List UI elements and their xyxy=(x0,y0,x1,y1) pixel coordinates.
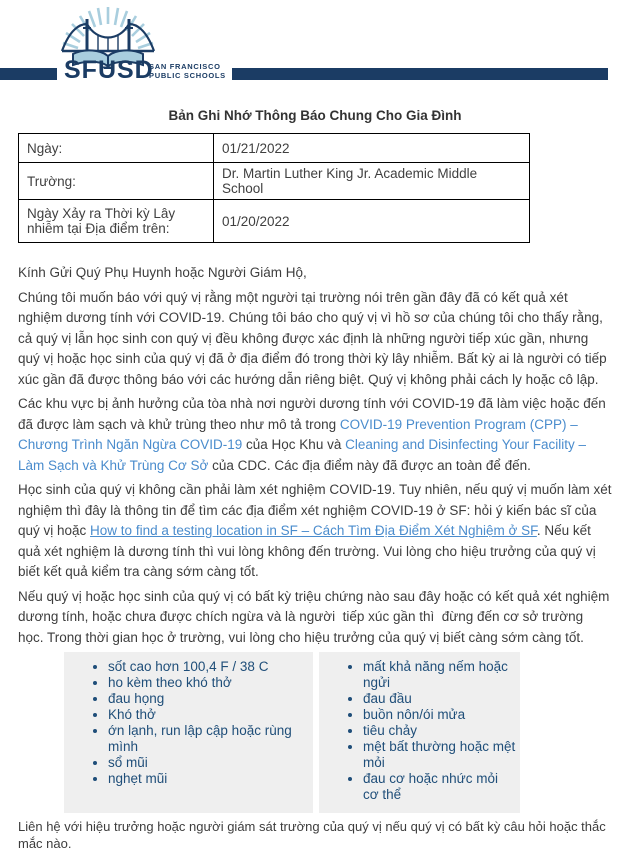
row-label: Ngày Xảy ra Thời kỳ Lây nhiễm tại Địa điểm trên: xyxy=(19,200,214,243)
symptom-item: • buồn nôn/ói mửa xyxy=(363,707,516,723)
paragraph-notification xyxy=(18,288,612,391)
header-rule-right xyxy=(232,68,608,80)
paragraph-cleaning xyxy=(18,394,612,476)
symptom-item: • nghẹt mũi xyxy=(108,771,309,787)
brand-tagline xyxy=(149,62,226,80)
symptom-item: • ho kèm theo khó thở xyxy=(108,675,309,691)
greeting: Kính Gửi Quý Phụ Huynh hoặc Người Giám Hộ, xyxy=(18,265,307,280)
closing-line: Liên hệ với hiệu trưởng hoặc người giám sát trường của quý vị nếu quý vị có bất kỳ câu hỏi hoặc thắc mắc nào. xyxy=(18,819,606,851)
brand-tagline-line2: PUBLIC SCHOOLS xyxy=(149,71,226,80)
symptom-item: • Khó thở xyxy=(108,707,309,723)
table-row xyxy=(19,134,530,163)
symptom-columns xyxy=(64,652,630,813)
letter-body xyxy=(0,263,630,648)
row-label: Trường: xyxy=(19,163,214,200)
paragraph-text: Học sinh của quý vị không cần phải làm xét nghiệm COVID-19. Tuy nhiên, nếu quý vị muốn làm xét nghiệm thì đây là thông tin để tìm các địa điểm xét nghiệm COVID-19 ở SF: hỏi ý kiến bác sĩ của quý vị hoặc xyxy=(18,482,616,538)
symptom-item: • tiêu chảy xyxy=(363,723,516,739)
symptom-item: • sốt cao hơn 100,4 F / 38 C xyxy=(108,659,309,675)
symptom-box-right xyxy=(319,652,520,813)
letterhead xyxy=(0,0,630,96)
symptom-item: • đau họng xyxy=(108,691,309,707)
row-value: Dr. Martin Luther King Jr. Academic Middle School xyxy=(214,163,530,200)
brand-tagline-line1: SAN FRANCISCO xyxy=(149,62,221,71)
paragraph-testing xyxy=(18,480,616,583)
document-title: Bản Ghi Nhớ Thông Báo Chung Cho Gia Đình xyxy=(168,108,462,123)
header-rule-left xyxy=(0,68,57,80)
symptom-item: • sổ mũi xyxy=(108,755,309,771)
table-row xyxy=(19,163,530,200)
symptom-item: • mệt bất thường hoặc mệt mỏi xyxy=(363,739,516,771)
symptom-list-right xyxy=(319,659,516,803)
paragraph-text: Chúng tôi muốn báo với quý vị rằng một người tại trường nói trên gần đây đã có kết quả xét nghiệm dương tính với COVID-19. Chúng tôi báo cho quý vị vì hồ sơ của chúng tôi cho thấy rằng, cả quý vị lẫn học sinh con quý vị đều không được xác định là những người tiếp xúc gần, nhưng quý vị hoặc học sinh của quý vị đã ở địa điểm đó trong thời kỳ lây nhiễm. Bất kỳ ai là người có tiếp xúc gần đã được thông báo với các hướng dẫn riêng biệt. Quý vị không phải cách ly hoặc cô lập. xyxy=(18,289,611,387)
paragraph-text: . Nếu kết quả xét nghiệm là dương tính thì vui lòng không đến trường. Vui lòng cho hiệu trưởng của quý vị biết kết quả kiểm tra càng sớm càng tốt. xyxy=(18,523,600,579)
symptom-item: • mất khả năng nếm hoặc ngửi xyxy=(363,659,516,691)
symptom-item: • ớn lạnh, run lập cập hoặc rùng mình xyxy=(108,723,309,755)
row-value: 01/21/2022 xyxy=(214,134,530,163)
paragraph-text: Các khu vực bị ảnh hưởng của tòa nhà nơi người dương tính với COVID-19 đã làm việc hoặc đến đã được làm sạch và khử trùng theo như mô tả trong xyxy=(18,396,610,432)
paragraph-text: của CDC. Các địa điểm này đã được an toàn để đến. xyxy=(208,457,531,473)
inline-link[interactable]: Cleaning and Disinfecting Your Facility – Làm Sạch và Khử Trùng Cơ Sở xyxy=(18,437,590,473)
symptom-box-left xyxy=(64,652,313,813)
paragraph-symptoms-intro xyxy=(18,587,612,649)
paragraph-text: của Học Khu và xyxy=(242,437,346,452)
paragraph-text: Nếu quý vị hoặc học sinh của quý vị có bất kỳ triệu chứng nào sau đây hoặc có kết quả xét nghiệm dương tính, hoặc chưa được chích ngừa và là người tiếp xúc gần thì đừng đến cơ sở trường học. Trong thời gian học ở trường, vui lòng cho hiệu trưởng của quý vị biết càng sớm càng tốt. xyxy=(18,588,614,645)
table-row xyxy=(19,200,530,243)
symptom-item: • đau đầu xyxy=(363,691,516,707)
row-label: Ngày: xyxy=(19,134,214,163)
symptom-list-left xyxy=(64,659,309,787)
brand-name: SFUSD xyxy=(64,56,154,84)
row-value: 01/20/2022 xyxy=(214,200,530,243)
symptom-item: • đau cơ hoặc nhức mỏi cơ thể xyxy=(363,771,516,803)
info-table xyxy=(18,133,530,243)
inline-link[interactable]: COVID-19 Prevention Program (CPP) – Chương Trình Ngăn Ngừa COVID-19 xyxy=(18,416,582,452)
inline-link[interactable]: How to find a testing location in SF – Cách Tìm Địa Điểm Xét Nghiệm ở SF xyxy=(90,523,537,538)
